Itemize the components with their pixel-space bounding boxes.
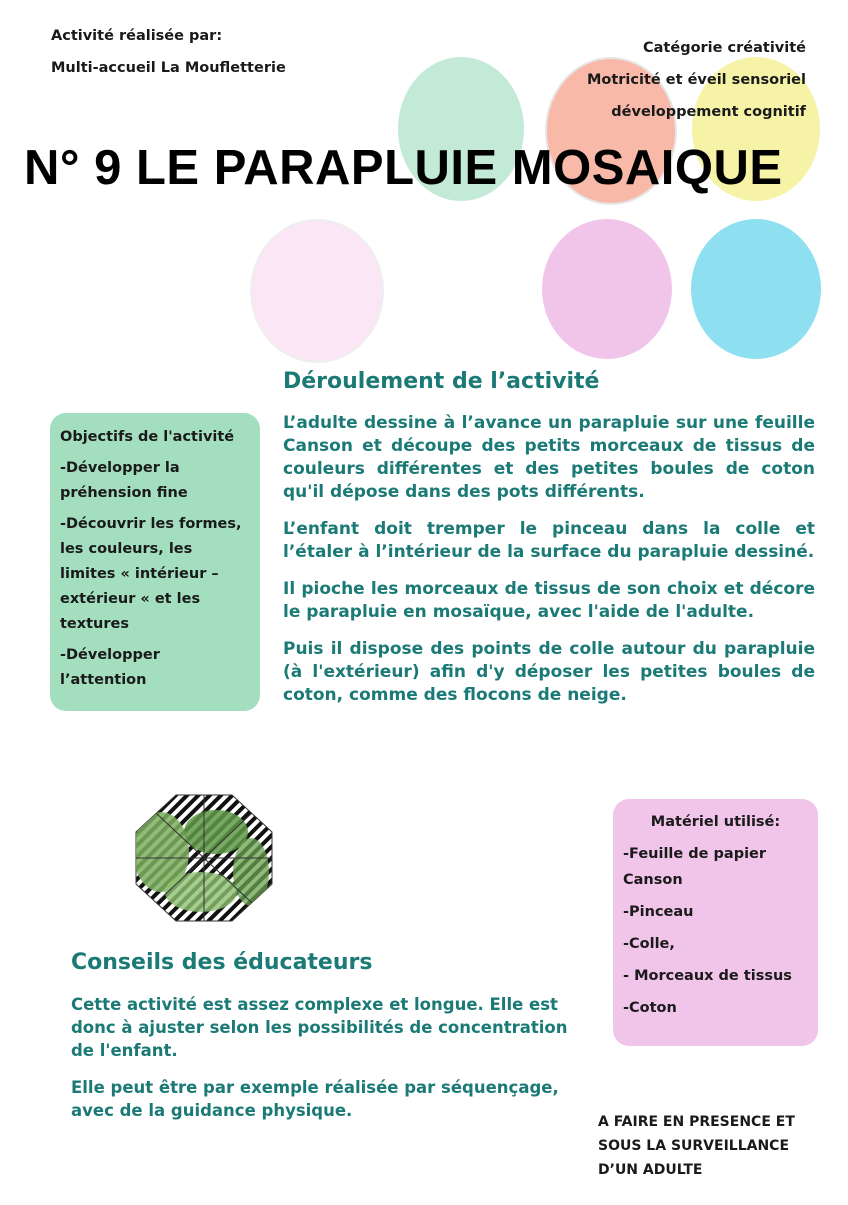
material-item: - Morceaux de tissus [623, 968, 792, 984]
supervision-warning [598, 1110, 795, 1182]
page-title: N° 9 LE PARAPLUIE MOSAIQUE [24, 141, 783, 195]
material-title: Matériel utilisé: [650, 814, 781, 830]
activity-paragraph: Il pioche les morceaux de tissus de son choix et décore le parapluie en mosaïque, avec l'aide de l'adulte. [283, 579, 815, 622]
made-by-label: Activité réalisée par: [51, 28, 223, 44]
material-item: -Coton [623, 1000, 677, 1016]
skills-line-2: développement cognitif [611, 104, 806, 120]
objective-item: -Développer la préhension fine [60, 460, 188, 501]
activity-paragraph: Puis il dispose des points de colle autour du parapluie (à l'extérieur) afin d'y déposer les petites boules de coton, comme des flocons de neige. [283, 639, 815, 705]
advice-paragraph: Cette activité est assez complexe et longue. Elle est donc à ajuster selon les possibilités de concentration de l'enfant. [71, 995, 568, 1060]
objective-item: -Développer l’attention [60, 647, 160, 688]
material-box [613, 799, 818, 1046]
activity-paragraph: L’adulte dessine à l’avance un parapluie sur une feuille Canson et découpe des petits morceaux de tissus de couleurs différentes et des petites boules de coton qu'il dépose dans des pots différents. [283, 413, 815, 502]
warning-line: D’UN ADULTE [598, 1162, 703, 1178]
made-by-name: Multi-accueil La Moufletterie [51, 60, 286, 76]
material-item: -Pinceau [623, 904, 694, 920]
objectives-box [50, 413, 260, 711]
pink-circle [542, 219, 672, 359]
skills-line-1: Motricité et éveil sensoriel [586, 72, 806, 88]
advice-body [71, 993, 596, 1122]
light-pink-circle [250, 219, 384, 363]
warning-line: A FAIRE EN PRESENCE ET [598, 1114, 795, 1130]
category-label: Catégorie créativité [643, 40, 806, 56]
warning-line: SOUS LA SURVEILLANCE [598, 1138, 790, 1154]
activity-body [283, 412, 815, 721]
activity-heading: Déroulement de l’activité [283, 369, 600, 394]
advice-heading: Conseils des éducateurs [71, 950, 373, 975]
activity-paragraph: L’enfant doit tremper le pinceau dans la colle et l’étaler à l’intérieur de la surface du parapluie dessiné. [283, 519, 815, 562]
material-item: -Feuille de papier Canson [623, 846, 767, 888]
objectives-title: Objectifs de l'activité [60, 429, 235, 445]
advice-paragraph: Elle peut être par exemple réalisée par séquençage, avec de la guidance physique. [71, 1078, 559, 1120]
umbrella-mosaic-image [131, 792, 277, 924]
material-item: -Colle, [623, 936, 675, 952]
objective-item: -Découvrir les formes, les couleurs, les limites « intérieur – extérieur « et les textures [60, 516, 242, 632]
blue-circle [691, 219, 821, 359]
